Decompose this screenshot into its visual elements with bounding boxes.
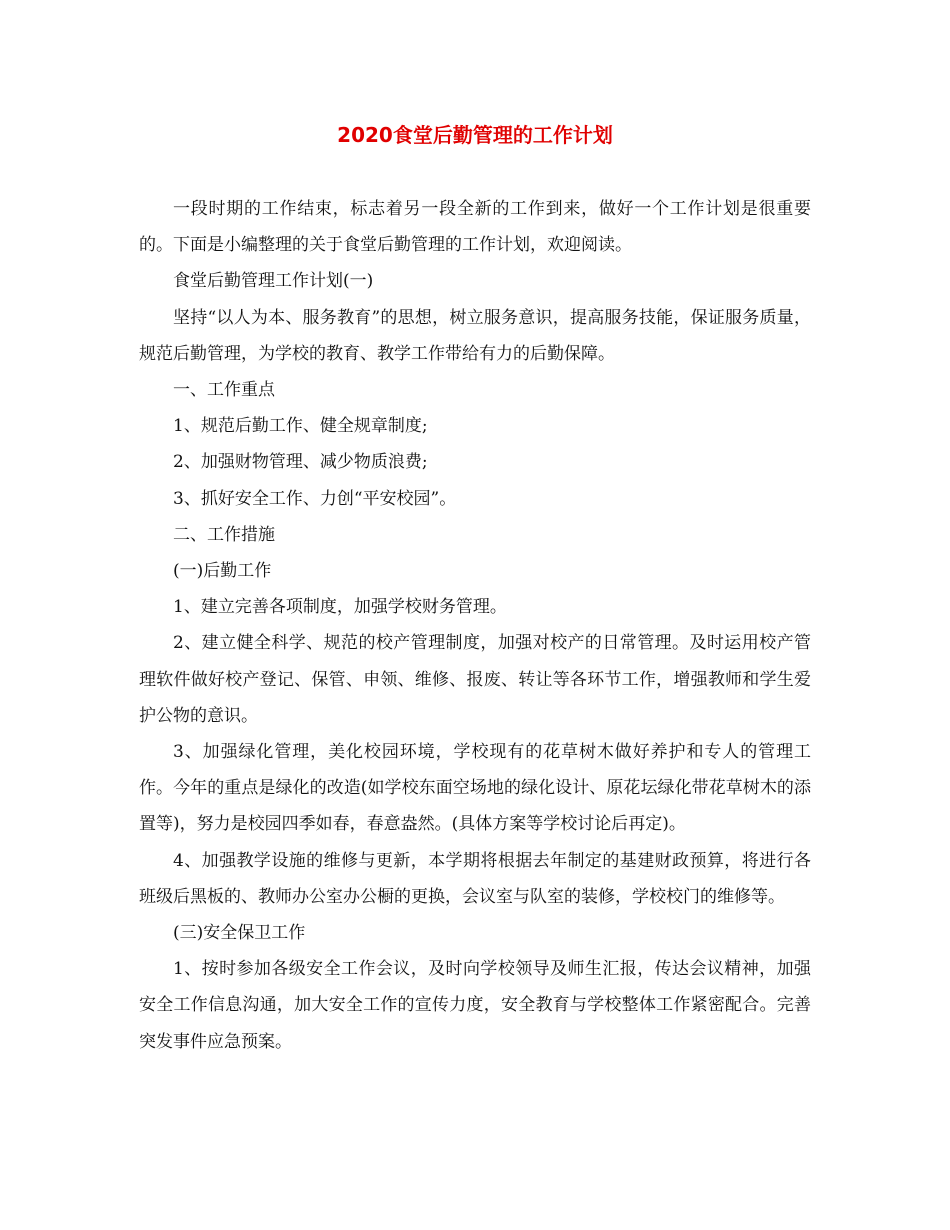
list-item-security-1: 1、按时参加各级安全工作会议，及时向学校领导及师生汇报，传达会议精神，加强安全工作信息沟通，加大安全工作的宣传力度，安全教育与学校整体工作紧密配合。完善突发事件应急预案。 (139, 959, 811, 1052)
subsection-heading-logistics: (一)后勤工作 (173, 561, 272, 582)
list-item-focus-1: 1、规范后勤工作、健全规章制度; (173, 416, 428, 437)
paragraph-plan-heading: 食堂后勤管理工作计划(一) (173, 271, 374, 292)
list-item-focus-3: 3、抓好安全工作、力创“平安校园”。 (173, 488, 457, 509)
paragraph-intro: 一段时期的工作结束，标志着另一段全新的工作到来，做好一个工作计划是很重要的。下面是小编整理的关于食堂后勤管理的工作计划，欢迎阅读。 (139, 199, 811, 256)
subsection-heading-security: (三)安全保卫工作 (173, 923, 306, 944)
section-heading-focus: 一、工作重点 (173, 380, 275, 401)
list-item-logistics-4: 4、加强教学设施的维修与更新，本学期将根据去年制定的基建财政预算，将进行各班级后黑板的、教师办公室办公橱的更换，会议室与队室的装修，学校校门的维修等。 (139, 850, 811, 907)
document-title: 2020食堂后勤管理的工作计划 (337, 123, 613, 147)
section-heading-measures: 二、工作措施 (173, 524, 275, 545)
list-item-logistics-1: 1、建立完善各项制度，加强学校财务管理。 (173, 597, 507, 618)
list-item-focus-2: 2、加强财物管理、减少物质浪费; (173, 452, 428, 473)
list-item-logistics-2: 2、建立健全科学、规范的校产管理制度，加强对校产的日常管理。及时运用校产管理软件做好校产登记、保管、申领、维修、报废、转让等各环节工作，增强教师和学生爱护公物的意识。 (139, 633, 811, 726)
paragraph-principle: 坚持“以人为本、服务教育”的思想，树立服务意识，提高服务技能，保证服务质量，规范后勤管理，为学校的教育、教学工作带给有力的后勤保障。 (139, 307, 811, 364)
list-item-logistics-3: 3、加强绿化管理，美化校园环境，学校现有的花草树木做好养护和专人的管理工作。今年的重点是绿化的改造(如学校东面空场地的绿化设计、原花坛绿化带花草树木的添置等)，努力是校园四季如春，春意盎然。(具体方案等学校讨论后再定)。 (139, 742, 811, 835)
document-body (139, 191, 811, 1060)
